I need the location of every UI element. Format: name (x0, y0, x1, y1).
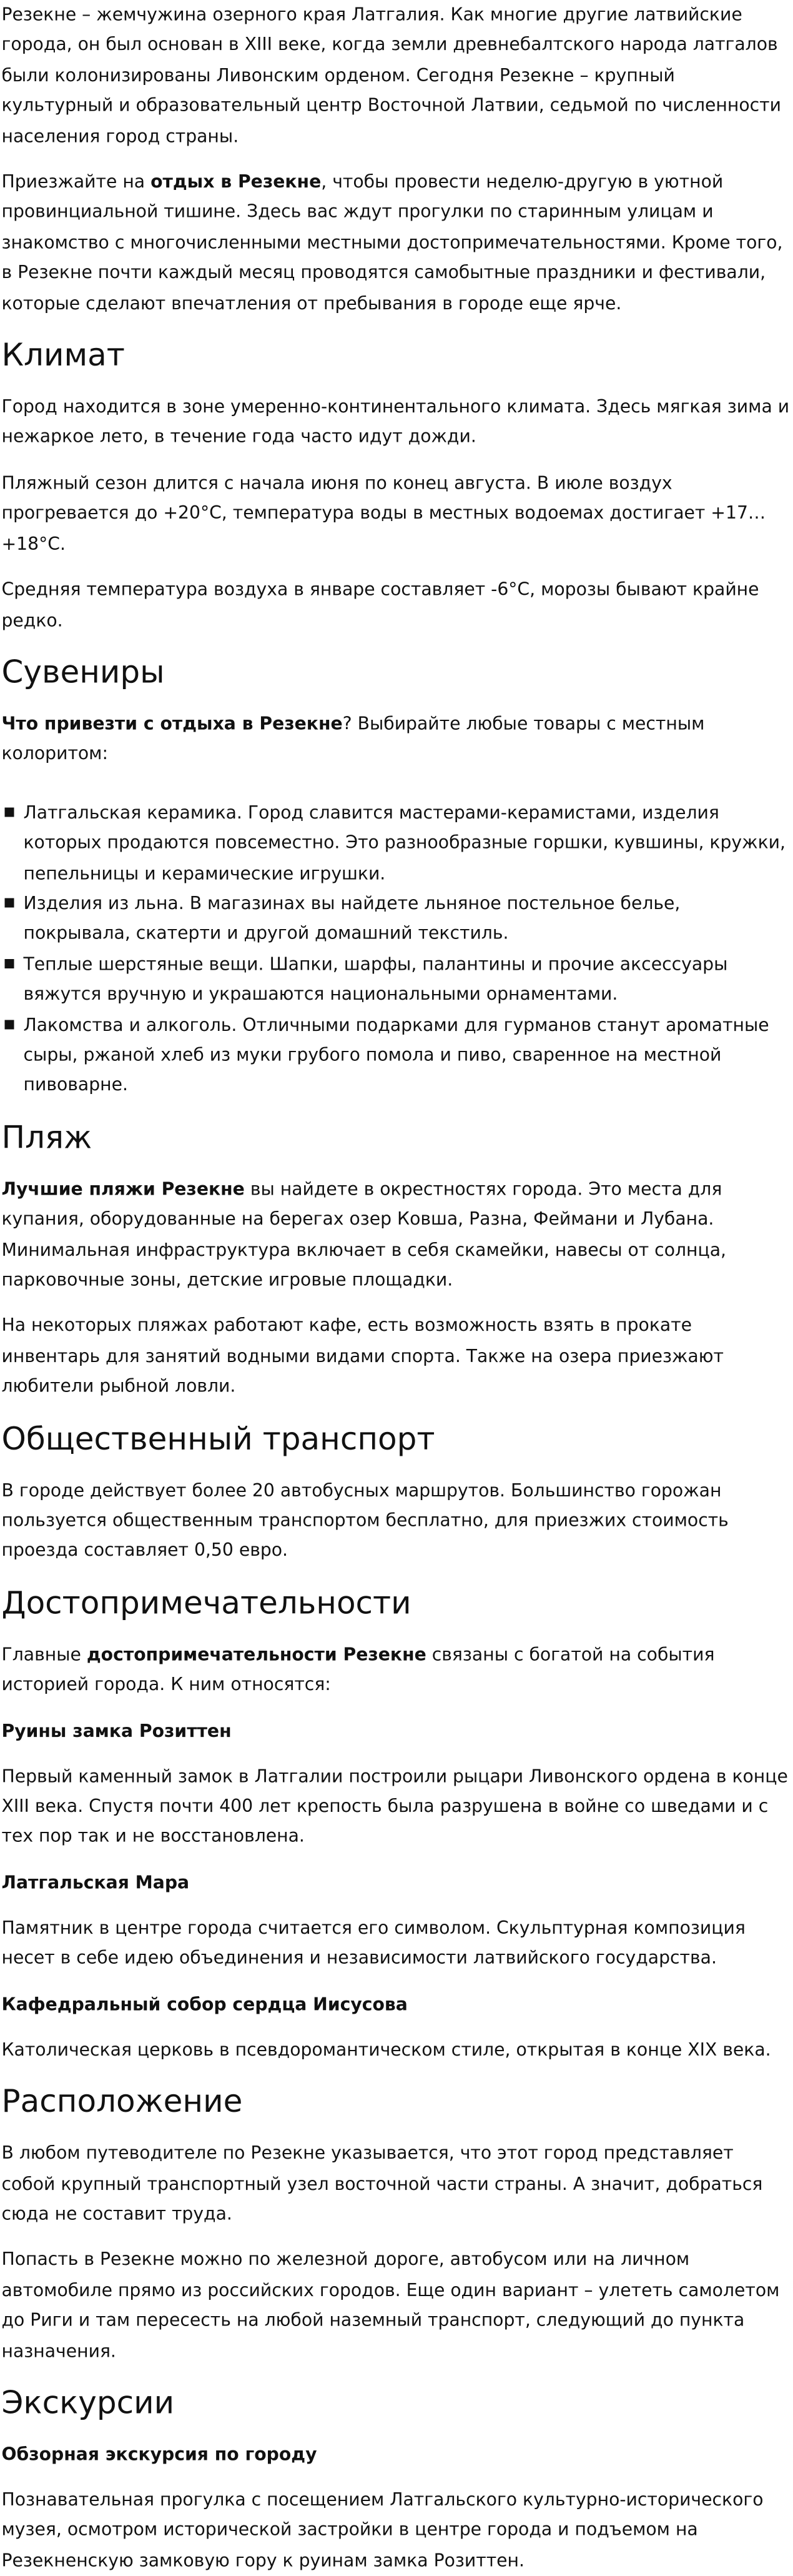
bullet-icon (5, 807, 14, 817)
souvenirs-intro (2, 709, 791, 770)
sight-description: Католическая церковь в псевдоромантическом стиле, открытая в конце XIX века. (1, 2039, 771, 2060)
list-item-text: Лакомства и алкоголь. Отличными подарками для гурманов станут ароматные сыры, ржаной хлеб из муки грубого помола и пиво, сваренное на местной пивоварне. (23, 1014, 769, 1096)
text: Приезжайте на (1, 172, 151, 192)
list-item-text: Изделия из льна. В магазинах вы найдете льняное постельное белье, покрывала, скатерти и другой домашний текстиль. (23, 893, 681, 944)
keyword-link: отдых в Резекне (150, 172, 322, 192)
sight-title: Кафедральный собор сердца Иисусова (1, 1994, 408, 2015)
bullet-icon (5, 898, 14, 907)
section-heading-excursions: Экскурсии (1, 2383, 175, 2421)
sights-intro (2, 1640, 791, 1701)
sight-title: Латгальская Мара (1, 1872, 190, 1893)
transport-paragraph: В городе действует более 20 автобусных маршрутов. Большинство горожан пользуется общественным транспортом бесплатно, для приезжих стоимость проезда составляет 0,50 евро. (1, 1480, 729, 1561)
list-item (2, 1010, 791, 1101)
bullet-icon (5, 958, 14, 968)
climate-paragraph: Город находится в зоне умеренно-континентального климата. Здесь мягкая зима и нежаркое лето, в течение года часто идут дожди. (1, 397, 790, 448)
excursion-description: Познавательная прогулка с посещением Латгальского культурно-исторического музея, осмотром исторической застройки в центре города и подъемом на Резекненскую замковую гору к руинам замка Розиттен. (1, 2489, 764, 2571)
list-item (2, 798, 791, 889)
list-item-text: Теплые шерстяные вещи. Шапки, шарфы, палантины и прочие аксессуары вяжутся вручную и украшаются национальными орнаментами. (23, 953, 728, 1005)
section-heading-beach: Пляж (1, 1118, 92, 1156)
bullet-icon (5, 1019, 14, 1028)
section-heading-transport: Общественный транспорт (1, 1419, 435, 1457)
intro-paragraph: Резекне – жемчужина озерного края Латгалия. Как многие другие латвийские города, он был основан в XIII веке, когда земли древнебалтского народа латгалов были колонизированы Ливонским орденом. Сегодня Резекне – крупный культурный и образовательный центр Восточной Латвии, седьмой по численности населения город страны. (1, 4, 781, 147)
section-heading-souvenirs: Сувениры (1, 652, 165, 690)
sight-description: Памятник в центре города считается его символом. Скульптурная композиция несет в себе идею объединения и независимости латвийского государства. (1, 1917, 746, 1969)
text: , чтобы провести неделю-другую в уютной провинциальной тишине. Здесь вас ждут прогулки по старинным улицам и знакомство с многочисленными местными достопримечательностями. Кроме того, в Резекне почти каждый месяц проводятся самобытные праздники и фестивали, которые сделают впечатления от пребывания в городе еще ярче. (1, 172, 783, 314)
sight-description: Первый каменный замок в Латгалии построили рыцари Ливонского ордена в конце XIII века. Спустя почти 400 лет крепость была разрушена в войне со шведами и с тех пор так и не восстановлена. (1, 1766, 788, 1847)
keyword: Что привезти с отдыха в Резекне (1, 714, 343, 734)
keyword: достопримечательности Резекне (86, 1644, 426, 1665)
climate-paragraph: Средняя температура воздуха в январе составляет -6°C, морозы бывают крайне редко. (1, 579, 759, 630)
intro-paragraph-2 (2, 167, 791, 319)
text: вы найдете в окрестностях города. Это места для купания, оборудованные на берегах озер Ковша, Разна, Феймани и Лубана. Минимальная инфраструктура включает в себя скамейки, навесы от солнца, парковочные зоны, детские игровые площадки. (1, 1178, 727, 1290)
location-paragraph: Попасть в Резекне можно по железной дороге, автобусом или на личном автомобиле прямо из российских городов. Еще один вариант – улететь самолетом до Риги и там пересесть на любой наземный транспорт, следующий до пункта назначения. (1, 2249, 780, 2361)
sight-title: Руины замка Розиттен (1, 1721, 232, 1741)
souvenirs-list (2, 798, 791, 1101)
excursion-title: Обзорная экскурсия по городу (1, 2444, 317, 2465)
beach-paragraph: На некоторых пляжах работают кафе, есть возможность взять в прокате инвентарь для занятий водными видами спорта. Также на озера приезжают любители рыбной ловли. (1, 1316, 724, 1397)
text: Главные (1, 1644, 87, 1665)
section-heading-location: Расположение (1, 2082, 243, 2120)
location-paragraph: В любом путеводителе по Резекне указывается, что этот город представляет собой крупный транспортный узел восточной части страны. А значит, добраться сюда не составит труда. (1, 2143, 763, 2224)
climate-paragraph: Пляжный сезон длится с начала июня по конец августа. В июле воздух прогревается до +20°C, температура воды в местных водоемах достигает +17…+18°C. (1, 473, 766, 554)
section-heading-sights: Достопримечательности (1, 1583, 411, 1621)
section-heading-climate: Климат (1, 336, 125, 374)
list-item-text: Латгальская керамика. Город славится мастерами-керамистами, изделия которых продаются повсеместно. Это разнообразные горшки, кувшины, кружки, пепельницы и керамические игрушки. (23, 802, 786, 883)
beach-paragraph (2, 1174, 791, 1295)
keyword: Лучшие пляжи Резекне (1, 1178, 245, 1200)
text: ? Выбирайте любые товары с местным колоритом: (1, 714, 705, 765)
list-item (2, 888, 791, 949)
list-item (2, 949, 791, 1010)
text: связаны с богатой на события историей города. К ним относятся: (1, 1644, 715, 1696)
